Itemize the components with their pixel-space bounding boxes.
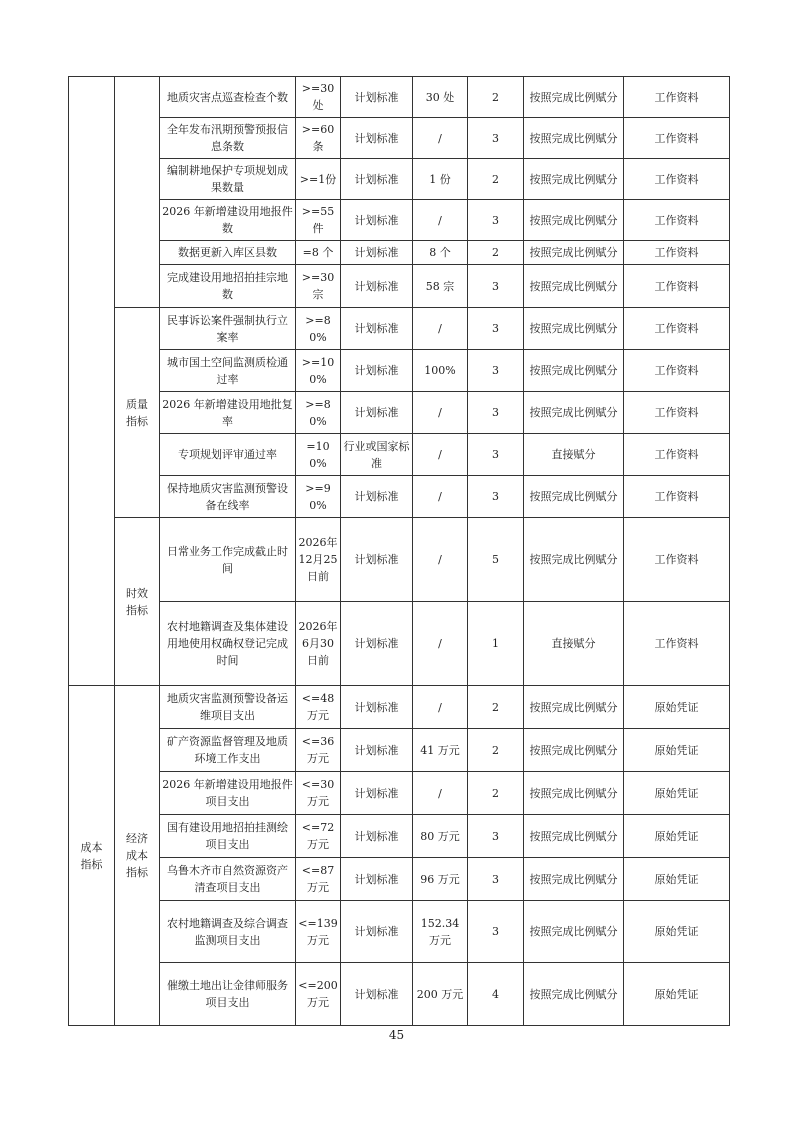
source-cell: 工作资料 xyxy=(624,241,730,265)
weight-cell: 3 xyxy=(468,265,524,308)
last-value-cell: / xyxy=(413,518,468,602)
standard-cell: 计划标准 xyxy=(341,77,413,118)
weight-cell: 4 xyxy=(468,963,524,1026)
source-cell: 原始凭证 xyxy=(624,686,730,729)
indicator-cell: 编制耕地保护专项规划成果数量 xyxy=(160,159,296,200)
source-cell: 原始凭证 xyxy=(624,772,730,815)
page-number: 45 xyxy=(388,1028,405,1042)
indicator-cell: 地质灾害监测预警设备运维项目支出 xyxy=(160,686,296,729)
last-value-cell: / xyxy=(413,308,468,350)
method-cell: 按照完成比例赋分 xyxy=(524,265,624,308)
performance-indicator-table xyxy=(68,76,730,1026)
last-value-cell: 58 宗 xyxy=(413,265,468,308)
weight-cell: 3 xyxy=(468,858,524,901)
standard-cell: 计划标准 xyxy=(341,350,413,392)
source-cell: 工作资料 xyxy=(624,518,730,602)
standard-cell: 计划标准 xyxy=(341,518,413,602)
method-cell: 按照完成比例赋分 xyxy=(524,858,624,901)
weight-cell: 3 xyxy=(468,434,524,476)
indicator-cell: 2026 年新增建设用地报件项目支出 xyxy=(160,772,296,815)
table-row xyxy=(69,350,730,392)
target-cell: <=48万元 xyxy=(296,686,341,729)
method-cell: 按照完成比例赋分 xyxy=(524,392,624,434)
last-value-cell: 152.34 万元 xyxy=(413,901,468,963)
table-row xyxy=(69,602,730,686)
source-cell: 工作资料 xyxy=(624,392,730,434)
target-cell: <=139万元 xyxy=(296,901,341,963)
indicator-cell: 全年发布汛期预警预报信息条数 xyxy=(160,118,296,159)
last-value-cell: 100% xyxy=(413,350,468,392)
source-cell: 工作资料 xyxy=(624,77,730,118)
standard-cell: 计划标准 xyxy=(341,118,413,159)
indicator-cell: 国有建设用地招拍挂测绘项目支出 xyxy=(160,815,296,858)
cost-indicator-label: 成本指标 xyxy=(69,686,115,1026)
level1-cell-continued xyxy=(69,77,115,686)
table-row xyxy=(69,476,730,518)
indicator-cell: 保持地质灾害监测预警设备在线率 xyxy=(160,476,296,518)
standard-cell: 计划标准 xyxy=(341,686,413,729)
indicator-cell: 矿产资源监督管理及地质环境工作支出 xyxy=(160,729,296,772)
source-cell: 原始凭证 xyxy=(624,858,730,901)
target-cell: >=80% xyxy=(296,308,341,350)
indicator-cell: 农村地籍调查及集体建设用地使用权确权登记完成时间 xyxy=(160,602,296,686)
table-row xyxy=(69,159,730,200)
standard-cell: 计划标准 xyxy=(341,901,413,963)
weight-cell: 2 xyxy=(468,77,524,118)
indicator-cell: 乌鲁木齐市自然资源资产清查项目支出 xyxy=(160,858,296,901)
last-value-cell: / xyxy=(413,476,468,518)
method-cell: 按照完成比例赋分 xyxy=(524,350,624,392)
source-cell: 原始凭证 xyxy=(624,729,730,772)
table-row xyxy=(69,858,730,901)
target-cell: <=87万元 xyxy=(296,858,341,901)
weight-cell: 3 xyxy=(468,476,524,518)
standard-cell: 计划标准 xyxy=(341,159,413,200)
standard-cell: 计划标准 xyxy=(341,476,413,518)
last-value-cell: 80 万元 xyxy=(413,815,468,858)
target-cell: <=200万元 xyxy=(296,963,341,1026)
method-cell: 按照完成比例赋分 xyxy=(524,118,624,159)
table-row xyxy=(69,308,730,350)
standard-cell: 计划标准 xyxy=(341,392,413,434)
target-cell: >=55件 xyxy=(296,200,341,241)
method-cell: 按照完成比例赋分 xyxy=(524,476,624,518)
indicator-cell: 专项规划评审通过率 xyxy=(160,434,296,476)
table-row xyxy=(69,200,730,241)
target-cell: >=1份 xyxy=(296,159,341,200)
table-row xyxy=(69,729,730,772)
standard-cell: 计划标准 xyxy=(341,729,413,772)
weight-cell: 2 xyxy=(468,241,524,265)
last-value-cell: 1 份 xyxy=(413,159,468,200)
source-cell: 工作资料 xyxy=(624,118,730,159)
target-cell: 2026年6月30日前 xyxy=(296,602,341,686)
indicator-cell: 2026 年新增建设用地批复率 xyxy=(160,392,296,434)
last-value-cell: 41 万元 xyxy=(413,729,468,772)
last-value-cell: 8 个 xyxy=(413,241,468,265)
source-cell: 工作资料 xyxy=(624,602,730,686)
timeliness-indicator-label: 时效指标 xyxy=(115,518,160,686)
table-row xyxy=(69,686,730,729)
source-cell: 工作资料 xyxy=(624,200,730,241)
standard-cell: 计划标准 xyxy=(341,200,413,241)
method-cell: 按照完成比例赋分 xyxy=(524,963,624,1026)
weight-cell: 3 xyxy=(468,118,524,159)
indicator-cell: 完成建设用地招拍挂宗地数 xyxy=(160,265,296,308)
table-row xyxy=(69,901,730,963)
last-value-cell: / xyxy=(413,686,468,729)
last-value-cell: 96 万元 xyxy=(413,858,468,901)
source-cell: 工作资料 xyxy=(624,476,730,518)
table-row xyxy=(69,241,730,265)
method-cell: 按照完成比例赋分 xyxy=(524,200,624,241)
target-cell: =100% xyxy=(296,434,341,476)
target-cell: =8 个 xyxy=(296,241,341,265)
target-cell: >=30处 xyxy=(296,77,341,118)
method-cell: 直接赋分 xyxy=(524,602,624,686)
source-cell: 工作资料 xyxy=(624,434,730,476)
method-cell: 按照完成比例赋分 xyxy=(524,518,624,602)
method-cell: 按照完成比例赋分 xyxy=(524,308,624,350)
quality-indicator-label: 质量指标 xyxy=(115,308,160,518)
standard-cell: 计划标准 xyxy=(341,963,413,1026)
standard-cell: 计划标准 xyxy=(341,308,413,350)
source-cell: 工作资料 xyxy=(624,265,730,308)
last-value-cell: / xyxy=(413,772,468,815)
target-cell: >=30宗 xyxy=(296,265,341,308)
weight-cell: 3 xyxy=(468,308,524,350)
target-cell: >=60条 xyxy=(296,118,341,159)
last-value-cell: / xyxy=(413,118,468,159)
standard-cell: 计划标准 xyxy=(341,815,413,858)
source-cell: 原始凭证 xyxy=(624,815,730,858)
standard-cell: 计划标准 xyxy=(341,241,413,265)
last-value-cell: / xyxy=(413,200,468,241)
weight-cell: 1 xyxy=(468,602,524,686)
table-row xyxy=(69,963,730,1026)
method-cell: 按照完成比例赋分 xyxy=(524,241,624,265)
last-value-cell: / xyxy=(413,434,468,476)
weight-cell: 3 xyxy=(468,200,524,241)
last-value-cell: 30 处 xyxy=(413,77,468,118)
target-cell: >=100% xyxy=(296,350,341,392)
weight-cell: 2 xyxy=(468,772,524,815)
source-cell: 工作资料 xyxy=(624,308,730,350)
weight-cell: 5 xyxy=(468,518,524,602)
last-value-cell: / xyxy=(413,602,468,686)
table-row xyxy=(69,434,730,476)
source-cell: 工作资料 xyxy=(624,159,730,200)
source-cell: 原始凭证 xyxy=(624,963,730,1026)
table-row xyxy=(69,118,730,159)
method-cell: 直接赋分 xyxy=(524,434,624,476)
standard-cell: 行业或国家标准 xyxy=(341,434,413,476)
source-cell: 原始凭证 xyxy=(624,901,730,963)
target-cell: >=90% xyxy=(296,476,341,518)
indicator-cell: 农村地籍调查及综合调查监测项目支出 xyxy=(160,901,296,963)
weight-cell: 2 xyxy=(468,159,524,200)
table-row xyxy=(69,265,730,308)
target-cell: <=36万元 xyxy=(296,729,341,772)
method-cell: 按照完成比例赋分 xyxy=(524,729,624,772)
target-cell: 2026年12月25日前 xyxy=(296,518,341,602)
table-row xyxy=(69,772,730,815)
weight-cell: 3 xyxy=(468,901,524,963)
economic-cost-indicator-label: 经济成本指标 xyxy=(115,686,160,1026)
method-cell: 按照完成比例赋分 xyxy=(524,772,624,815)
weight-cell: 2 xyxy=(468,729,524,772)
last-value-cell: / xyxy=(413,392,468,434)
level2-cell-continued xyxy=(115,77,160,308)
indicator-cell: 催缴土地出让金律师服务项目支出 xyxy=(160,963,296,1026)
indicator-cell: 2026 年新增建设用地报件数 xyxy=(160,200,296,241)
method-cell: 按照完成比例赋分 xyxy=(524,815,624,858)
indicator-cell: 民事诉讼案件强制执行立案率 xyxy=(160,308,296,350)
weight-cell: 2 xyxy=(468,686,524,729)
target-cell: >=80% xyxy=(296,392,341,434)
table-row xyxy=(69,518,730,602)
last-value-cell: 200 万元 xyxy=(413,963,468,1026)
table-row xyxy=(69,815,730,858)
table-row xyxy=(69,392,730,434)
target-cell: <=30万元 xyxy=(296,772,341,815)
indicator-cell: 日常业务工作完成截止时间 xyxy=(160,518,296,602)
standard-cell: 计划标准 xyxy=(341,858,413,901)
method-cell: 按照完成比例赋分 xyxy=(524,901,624,963)
weight-cell: 3 xyxy=(468,815,524,858)
indicator-cell: 城市国土空间监测质检通过率 xyxy=(160,350,296,392)
method-cell: 按照完成比例赋分 xyxy=(524,77,624,118)
standard-cell: 计划标准 xyxy=(341,602,413,686)
table-row xyxy=(69,77,730,118)
method-cell: 按照完成比例赋分 xyxy=(524,159,624,200)
standard-cell: 计划标准 xyxy=(341,265,413,308)
indicator-cell: 地质灾害点巡查检查个数 xyxy=(160,77,296,118)
weight-cell: 3 xyxy=(468,350,524,392)
indicator-cell: 数据更新入库区县数 xyxy=(160,241,296,265)
standard-cell: 计划标准 xyxy=(341,772,413,815)
weight-cell: 3 xyxy=(468,392,524,434)
source-cell: 工作资料 xyxy=(624,350,730,392)
method-cell: 按照完成比例赋分 xyxy=(524,686,624,729)
target-cell: <=72万元 xyxy=(296,815,341,858)
